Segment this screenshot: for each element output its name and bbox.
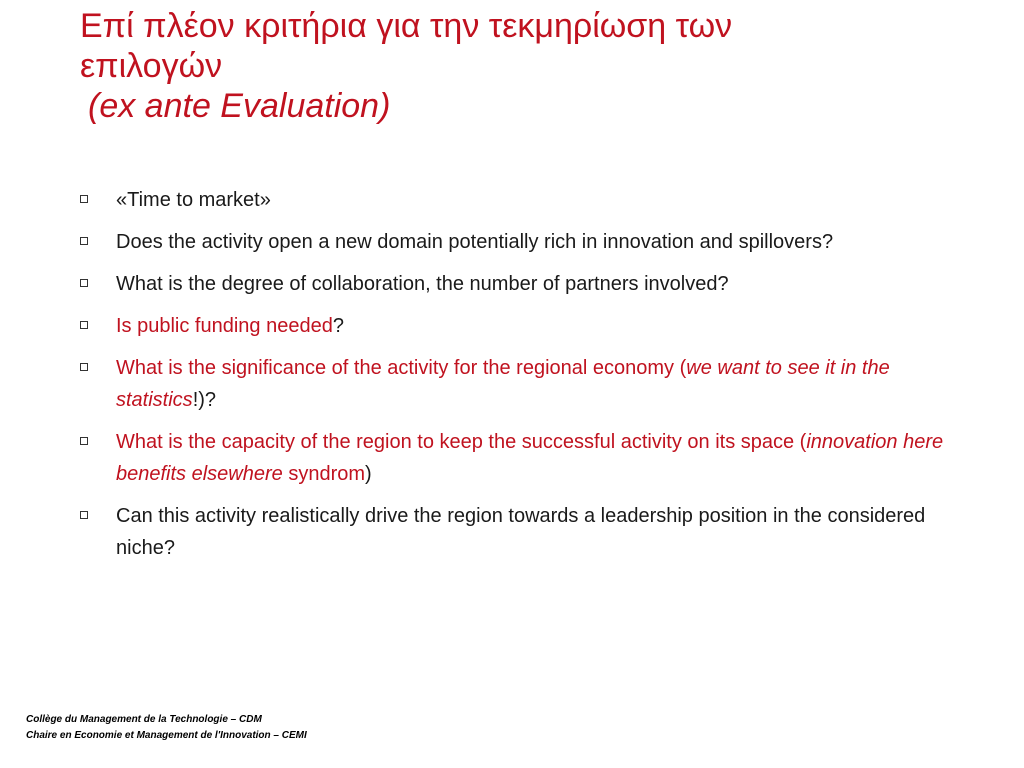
bullet-text-segment: Does the activity open a new domain potentially rich in innovation and spillovers? xyxy=(116,231,834,253)
bullet-text-segment: !)? xyxy=(192,389,217,411)
bullet-item xyxy=(80,426,960,490)
title-subtitle: (ex ante Evaluation) xyxy=(88,87,391,125)
bullet-item xyxy=(80,500,960,564)
footer xyxy=(26,712,307,744)
bullet-text-segment: What is the degree of collaboration, the number of partners involved? xyxy=(116,273,729,295)
square-bullet-icon xyxy=(80,363,88,371)
bullet-item xyxy=(80,352,960,416)
square-bullet-icon xyxy=(80,321,88,329)
bullet-text-segment: ) xyxy=(365,463,372,485)
bullet-item xyxy=(80,226,960,258)
title-line-1: Επί πλέον κριτήρια για την τεκμηρίωση των xyxy=(80,7,733,45)
square-bullet-icon xyxy=(80,437,88,445)
square-bullet-icon xyxy=(80,279,88,287)
bullet-text-segment: What is the capacity of the region to keep the successful activity on its space ( xyxy=(116,431,807,453)
square-bullet-icon xyxy=(80,511,88,519)
bullet-text-segment: Can this activity realistically drive the region towards a leadership position in the considered niche? xyxy=(116,505,926,559)
bullet-list xyxy=(80,184,960,574)
bullet-text-segment: syndrom xyxy=(282,463,366,485)
bullet-item xyxy=(80,184,960,216)
bullet-item xyxy=(80,310,960,342)
bullet-text-segment: What is the significance of the activity for the regional economy ( xyxy=(116,357,687,379)
square-bullet-icon xyxy=(80,237,88,245)
slide-title xyxy=(80,6,980,126)
bullet-text-segment: innovation here benefits elsewhere xyxy=(116,431,944,485)
bullet-item xyxy=(80,268,960,300)
bullet-text-segment: ? xyxy=(332,315,344,337)
title-line-2: επιλογών xyxy=(80,47,223,85)
footer-line-2: Chaire en Economie et Management de l'Innovation – CEMI xyxy=(26,730,307,741)
bullet-text-segment: «Time to market» xyxy=(116,189,271,211)
footer-line-1: Collège du Management de la Technologie – CDM xyxy=(26,714,262,725)
bullet-text-segment: Is public funding needed xyxy=(116,315,333,337)
bullet-text-segment: we want to see it in the statistics xyxy=(116,357,890,411)
square-bullet-icon xyxy=(80,195,88,203)
